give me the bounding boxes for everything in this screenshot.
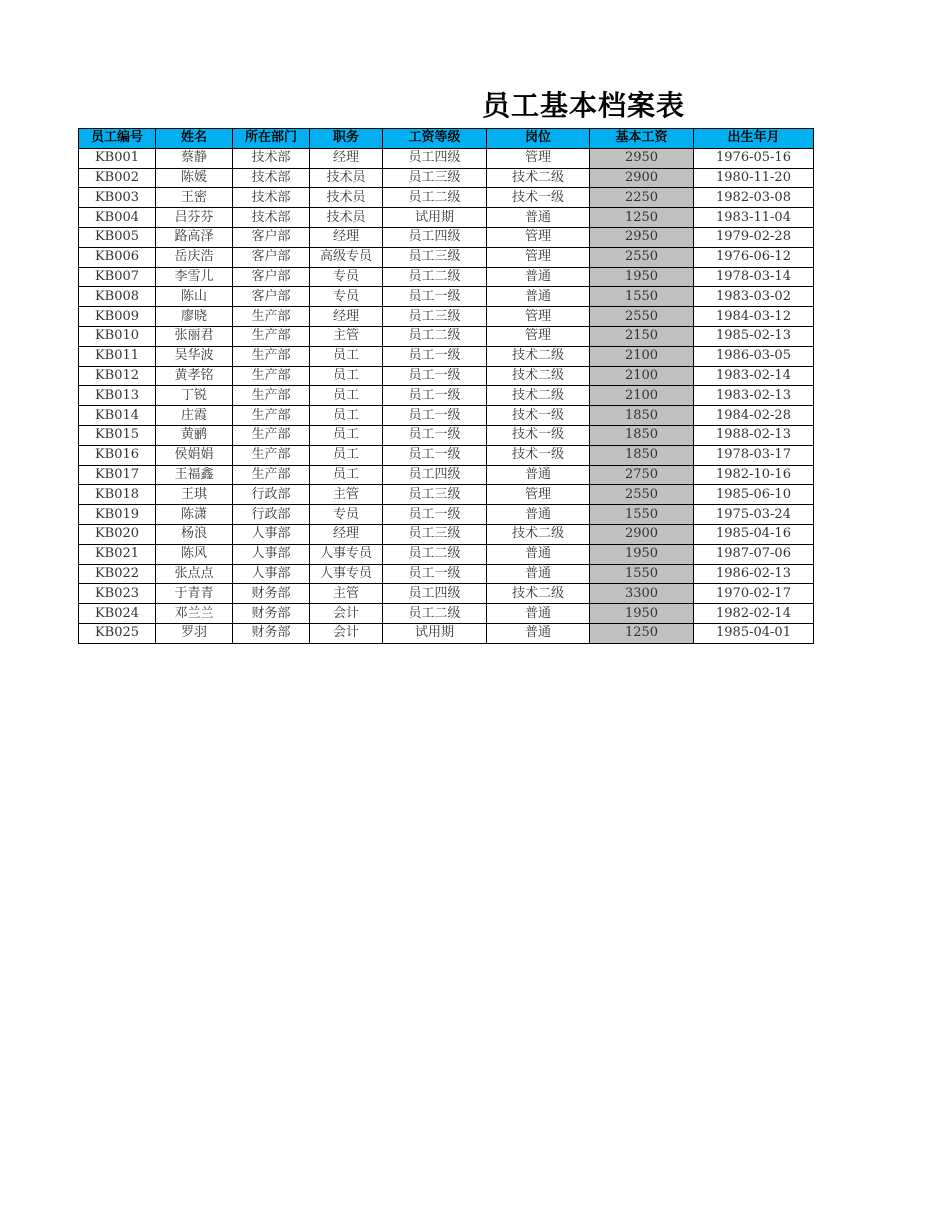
name-cell[interactable]: 侯娟娟 bbox=[156, 445, 233, 465]
base-salary-cell[interactable]: 1850 bbox=[590, 425, 694, 445]
employee-id-cell[interactable]: KB021 bbox=[79, 544, 156, 564]
position-cell[interactable]: 普通 bbox=[487, 465, 590, 485]
position-cell[interactable]: 普通 bbox=[487, 564, 590, 584]
birth-date-cell[interactable]: 1970-02-17 bbox=[694, 584, 814, 604]
position-cell[interactable]: 普通 bbox=[487, 604, 590, 624]
salary-grade-cell[interactable]: 试用期 bbox=[383, 208, 487, 228]
salary-grade-cell[interactable]: 员工四级 bbox=[383, 227, 487, 247]
base-salary-cell[interactable]: 2950 bbox=[590, 148, 694, 168]
name-cell[interactable]: 张点点 bbox=[156, 564, 233, 584]
employee-id-cell[interactable]: KB006 bbox=[79, 247, 156, 267]
base-salary-cell[interactable]: 1850 bbox=[590, 445, 694, 465]
title-cell[interactable]: 员工 bbox=[310, 386, 383, 406]
salary-grade-cell[interactable]: 员工一级 bbox=[383, 346, 487, 366]
table-row bbox=[79, 168, 814, 188]
name-cell[interactable]: 蔡静 bbox=[156, 148, 233, 168]
position-cell[interactable]: 普通 bbox=[487, 287, 590, 307]
salary-grade-cell[interactable]: 员工三级 bbox=[383, 168, 487, 188]
employee-id-cell[interactable]: KB024 bbox=[79, 604, 156, 624]
birth-date-cell[interactable]: 1982-03-08 bbox=[694, 188, 814, 208]
employee-roster-table bbox=[78, 128, 814, 644]
salary-grade-cell[interactable]: 员工一级 bbox=[383, 366, 487, 386]
salary-grade-cell[interactable]: 员工一级 bbox=[383, 287, 487, 307]
base-salary-cell[interactable]: 2150 bbox=[590, 326, 694, 346]
department-cell[interactable]: 人事部 bbox=[233, 524, 310, 544]
employee-id-cell[interactable]: KB011 bbox=[79, 346, 156, 366]
department-cell[interactable]: 技术部 bbox=[233, 148, 310, 168]
birth-date-cell[interactable]: 1976-06-12 bbox=[694, 247, 814, 267]
base-salary-cell[interactable]: 2550 bbox=[590, 485, 694, 505]
employee-id-cell[interactable]: KB025 bbox=[79, 623, 156, 643]
department-cell[interactable]: 人事部 bbox=[233, 564, 310, 584]
table-row bbox=[79, 604, 814, 624]
employee-id-cell[interactable]: KB005 bbox=[79, 227, 156, 247]
title-cell[interactable]: 经理 bbox=[310, 227, 383, 247]
title-cell[interactable]: 人事专员 bbox=[310, 564, 383, 584]
department-cell[interactable]: 财务部 bbox=[233, 623, 310, 643]
table-row bbox=[79, 366, 814, 386]
title-cell[interactable]: 经理 bbox=[310, 524, 383, 544]
name-cell[interactable]: 黄鹂 bbox=[156, 425, 233, 445]
employee-id-cell[interactable]: KB009 bbox=[79, 307, 156, 327]
employee-id-cell[interactable]: KB020 bbox=[79, 524, 156, 544]
salary-grade-cell[interactable]: 员工一级 bbox=[383, 505, 487, 525]
position-cell[interactable]: 普通 bbox=[487, 208, 590, 228]
salary-grade-cell[interactable]: 员工三级 bbox=[383, 485, 487, 505]
position-cell[interactable]: 技术二级 bbox=[487, 168, 590, 188]
table-row bbox=[79, 524, 814, 544]
salary-grade-cell[interactable]: 员工二级 bbox=[383, 188, 487, 208]
table-row bbox=[79, 386, 814, 406]
position-cell[interactable]: 管理 bbox=[487, 485, 590, 505]
table-row bbox=[79, 307, 814, 327]
employee-id-cell[interactable]: KB019 bbox=[79, 505, 156, 525]
salary-grade-cell[interactable]: 员工二级 bbox=[383, 267, 487, 287]
employee-id-cell[interactable]: KB013 bbox=[79, 386, 156, 406]
employee-id-cell[interactable]: KB022 bbox=[79, 564, 156, 584]
birth-date-cell[interactable]: 1986-03-05 bbox=[694, 346, 814, 366]
position-cell[interactable]: 技术一级 bbox=[487, 445, 590, 465]
table-row bbox=[79, 505, 814, 525]
title-cell[interactable]: 主管 bbox=[310, 326, 383, 346]
base-salary-cell[interactable]: 2550 bbox=[590, 247, 694, 267]
base-salary-cell[interactable]: 3300 bbox=[590, 584, 694, 604]
employee-id-cell[interactable]: KB010 bbox=[79, 326, 156, 346]
position-cell[interactable]: 技术二级 bbox=[487, 386, 590, 406]
department-cell[interactable]: 生产部 bbox=[233, 366, 310, 386]
department-cell[interactable]: 人事部 bbox=[233, 544, 310, 564]
position-cell[interactable]: 管理 bbox=[487, 326, 590, 346]
salary-grade-cell[interactable]: 员工三级 bbox=[383, 247, 487, 267]
salary-grade-cell[interactable]: 员工二级 bbox=[383, 604, 487, 624]
position-cell[interactable]: 管理 bbox=[487, 227, 590, 247]
department-cell[interactable]: 技术部 bbox=[233, 168, 310, 188]
column-header-employee-id[interactable]: 员工编号 bbox=[79, 129, 156, 149]
name-cell[interactable]: 邓兰兰 bbox=[156, 604, 233, 624]
salary-grade-cell[interactable]: 员工四级 bbox=[383, 148, 487, 168]
name-cell[interactable]: 陈山 bbox=[156, 287, 233, 307]
table-row bbox=[79, 445, 814, 465]
title-cell[interactable]: 技术员 bbox=[310, 208, 383, 228]
column-header-title[interactable]: 职务 bbox=[310, 129, 383, 149]
birth-date-cell[interactable]: 1988-02-13 bbox=[694, 425, 814, 445]
title-cell[interactable]: 主管 bbox=[310, 485, 383, 505]
position-cell[interactable]: 技术二级 bbox=[487, 366, 590, 386]
name-cell[interactable]: 王福鑫 bbox=[156, 465, 233, 485]
employee-id-cell[interactable]: KB012 bbox=[79, 366, 156, 386]
position-cell[interactable]: 普通 bbox=[487, 267, 590, 287]
employee-id-cell[interactable]: KB001 bbox=[79, 148, 156, 168]
department-cell[interactable]: 生产部 bbox=[233, 386, 310, 406]
table-row bbox=[79, 465, 814, 485]
birth-date-cell[interactable]: 1983-02-13 bbox=[694, 386, 814, 406]
salary-grade-cell[interactable]: 员工二级 bbox=[383, 326, 487, 346]
name-cell[interactable]: 吴华波 bbox=[156, 346, 233, 366]
birth-date-cell[interactable]: 1984-03-12 bbox=[694, 307, 814, 327]
table-body bbox=[79, 148, 814, 643]
table-row bbox=[79, 287, 814, 307]
department-cell[interactable]: 生产部 bbox=[233, 406, 310, 426]
table-row bbox=[79, 247, 814, 267]
title-cell[interactable]: 技术员 bbox=[310, 188, 383, 208]
base-salary-cell[interactable]: 1850 bbox=[590, 406, 694, 426]
birth-date-cell[interactable]: 1978-03-17 bbox=[694, 445, 814, 465]
department-cell[interactable]: 生产部 bbox=[233, 465, 310, 485]
salary-grade-cell[interactable]: 员工三级 bbox=[383, 524, 487, 544]
title-cell[interactable]: 员工 bbox=[310, 406, 383, 426]
name-cell[interactable]: 丁锐 bbox=[156, 386, 233, 406]
column-header-base-salary[interactable]: 基本工资 bbox=[590, 129, 694, 149]
position-cell[interactable]: 技术一级 bbox=[487, 406, 590, 426]
salary-grade-cell[interactable]: 员工三级 bbox=[383, 307, 487, 327]
department-cell[interactable]: 客户部 bbox=[233, 247, 310, 267]
birth-date-cell[interactable]: 1983-11-04 bbox=[694, 208, 814, 228]
birth-date-cell[interactable]: 1978-03-14 bbox=[694, 267, 814, 287]
department-cell[interactable]: 生产部 bbox=[233, 307, 310, 327]
birth-date-cell[interactable]: 1986-02-13 bbox=[694, 564, 814, 584]
salary-grade-cell[interactable]: 员工四级 bbox=[383, 465, 487, 485]
table-header-row bbox=[79, 129, 814, 149]
table-row bbox=[79, 346, 814, 366]
title-cell[interactable]: 高级专员 bbox=[310, 247, 383, 267]
table-row bbox=[79, 326, 814, 346]
employee-id-cell[interactable]: KB015 bbox=[79, 425, 156, 445]
birth-date-cell[interactable]: 1983-03-02 bbox=[694, 287, 814, 307]
department-cell[interactable]: 生产部 bbox=[233, 445, 310, 465]
title-cell[interactable]: 经理 bbox=[310, 307, 383, 327]
table-row bbox=[79, 623, 814, 643]
title-cell[interactable]: 专员 bbox=[310, 287, 383, 307]
name-cell[interactable]: 陈潇 bbox=[156, 505, 233, 525]
employee-id-cell[interactable]: KB004 bbox=[79, 208, 156, 228]
name-cell[interactable]: 王密 bbox=[156, 188, 233, 208]
position-cell[interactable]: 技术二级 bbox=[487, 524, 590, 544]
base-salary-cell[interactable]: 2900 bbox=[590, 168, 694, 188]
table-row bbox=[79, 148, 814, 168]
salary-grade-cell[interactable]: 试用期 bbox=[383, 623, 487, 643]
name-cell[interactable]: 王琪 bbox=[156, 485, 233, 505]
name-cell[interactable]: 罗羽 bbox=[156, 623, 233, 643]
birth-date-cell[interactable]: 1985-04-16 bbox=[694, 524, 814, 544]
birth-date-cell[interactable]: 1983-02-14 bbox=[694, 366, 814, 386]
birth-date-cell[interactable]: 1982-02-14 bbox=[694, 604, 814, 624]
position-cell[interactable]: 技术一级 bbox=[487, 188, 590, 208]
base-salary-cell[interactable]: 2900 bbox=[590, 524, 694, 544]
position-cell[interactable]: 技术二级 bbox=[487, 346, 590, 366]
birth-date-cell[interactable]: 1976-05-16 bbox=[694, 148, 814, 168]
base-salary-cell[interactable]: 2100 bbox=[590, 366, 694, 386]
salary-grade-cell[interactable]: 员工一级 bbox=[383, 406, 487, 426]
salary-grade-cell[interactable]: 员工二级 bbox=[383, 544, 487, 564]
base-salary-cell[interactable]: 2100 bbox=[590, 386, 694, 406]
base-salary-cell[interactable]: 1250 bbox=[590, 623, 694, 643]
position-cell[interactable]: 管理 bbox=[487, 148, 590, 168]
department-cell[interactable]: 技术部 bbox=[233, 208, 310, 228]
department-cell[interactable]: 生产部 bbox=[233, 346, 310, 366]
birth-date-cell[interactable]: 1979-02-28 bbox=[694, 227, 814, 247]
table-row bbox=[79, 564, 814, 584]
title-cell[interactable]: 主管 bbox=[310, 584, 383, 604]
column-header-salary-grade[interactable]: 工资等级 bbox=[383, 129, 487, 149]
name-cell[interactable]: 张丽君 bbox=[156, 326, 233, 346]
title-cell[interactable]: 技术员 bbox=[310, 168, 383, 188]
birth-date-cell[interactable]: 1987-07-06 bbox=[694, 544, 814, 564]
base-salary-cell[interactable]: 2550 bbox=[590, 307, 694, 327]
position-cell[interactable]: 普通 bbox=[487, 505, 590, 525]
name-cell[interactable]: 陈风 bbox=[156, 544, 233, 564]
base-salary-cell[interactable]: 2750 bbox=[590, 465, 694, 485]
employee-id-cell[interactable]: KB018 bbox=[79, 485, 156, 505]
position-cell[interactable]: 技术二级 bbox=[487, 584, 590, 604]
position-cell[interactable]: 管理 bbox=[487, 307, 590, 327]
table-row bbox=[79, 425, 814, 445]
name-cell[interactable]: 庄霞 bbox=[156, 406, 233, 426]
title-cell[interactable]: 员工 bbox=[310, 346, 383, 366]
employee-id-cell[interactable]: KB008 bbox=[79, 287, 156, 307]
title-cell[interactable]: 经理 bbox=[310, 148, 383, 168]
department-cell[interactable]: 生产部 bbox=[233, 425, 310, 445]
table-row bbox=[79, 227, 814, 247]
title-cell[interactable]: 员工 bbox=[310, 366, 383, 386]
base-salary-cell[interactable]: 1550 bbox=[590, 505, 694, 525]
department-cell[interactable]: 生产部 bbox=[233, 326, 310, 346]
title-cell[interactable]: 专员 bbox=[310, 267, 383, 287]
table-row bbox=[79, 188, 814, 208]
department-cell[interactable]: 财务部 bbox=[233, 604, 310, 624]
position-cell[interactable]: 普通 bbox=[487, 544, 590, 564]
department-cell[interactable]: 行政部 bbox=[233, 505, 310, 525]
position-cell[interactable]: 管理 bbox=[487, 247, 590, 267]
birth-date-cell[interactable]: 1982-10-16 bbox=[694, 465, 814, 485]
name-cell[interactable]: 于青青 bbox=[156, 584, 233, 604]
title-cell[interactable]: 员工 bbox=[310, 445, 383, 465]
salary-grade-cell[interactable]: 员工一级 bbox=[383, 445, 487, 465]
position-cell[interactable]: 技术一级 bbox=[487, 425, 590, 445]
birth-date-cell[interactable]: 1985-02-13 bbox=[694, 326, 814, 346]
table-row bbox=[79, 406, 814, 426]
department-cell[interactable]: 客户部 bbox=[233, 227, 310, 247]
name-cell[interactable]: 路高泽 bbox=[156, 227, 233, 247]
name-cell[interactable]: 吕芬芬 bbox=[156, 208, 233, 228]
position-cell[interactable]: 普通 bbox=[487, 623, 590, 643]
salary-grade-cell[interactable]: 员工一级 bbox=[383, 564, 487, 584]
base-salary-cell[interactable]: 1950 bbox=[590, 544, 694, 564]
base-salary-cell[interactable]: 2950 bbox=[590, 227, 694, 247]
title-cell[interactable]: 专员 bbox=[310, 505, 383, 525]
name-cell[interactable]: 杨浪 bbox=[156, 524, 233, 544]
column-header-birth-date[interactable]: 出生年月 bbox=[694, 129, 814, 149]
base-salary-cell[interactable]: 1950 bbox=[590, 267, 694, 287]
title-cell[interactable]: 人事专员 bbox=[310, 544, 383, 564]
employee-id-cell[interactable]: KB016 bbox=[79, 445, 156, 465]
name-cell[interactable]: 廖晓 bbox=[156, 307, 233, 327]
title-cell[interactable]: 员工 bbox=[310, 425, 383, 445]
employee-id-cell[interactable]: KB007 bbox=[79, 267, 156, 287]
department-cell[interactable]: 客户部 bbox=[233, 267, 310, 287]
sheet-title: 员工基本档案表 bbox=[482, 89, 686, 122]
department-cell[interactable]: 行政部 bbox=[233, 485, 310, 505]
department-cell[interactable]: 财务部 bbox=[233, 584, 310, 604]
name-cell[interactable]: 李雪儿 bbox=[156, 267, 233, 287]
birth-date-cell[interactable]: 1985-04-01 bbox=[694, 623, 814, 643]
name-cell[interactable]: 陈媛 bbox=[156, 168, 233, 188]
employee-id-cell[interactable]: KB003 bbox=[79, 188, 156, 208]
department-cell[interactable]: 客户部 bbox=[233, 287, 310, 307]
name-cell[interactable]: 岳庆浩 bbox=[156, 247, 233, 267]
employee-id-cell[interactable]: KB017 bbox=[79, 465, 156, 485]
salary-grade-cell[interactable]: 员工一级 bbox=[383, 425, 487, 445]
employee-id-cell[interactable]: KB014 bbox=[79, 406, 156, 426]
column-header-position[interactable]: 岗位 bbox=[487, 129, 590, 149]
salary-grade-cell[interactable]: 员工四级 bbox=[383, 584, 487, 604]
birth-date-cell[interactable]: 1985-06-10 bbox=[694, 485, 814, 505]
title-cell[interactable]: 员工 bbox=[310, 465, 383, 485]
employee-id-cell[interactable]: KB002 bbox=[79, 168, 156, 188]
column-header-name[interactable]: 姓名 bbox=[156, 129, 233, 149]
table-row bbox=[79, 208, 814, 228]
table-row bbox=[79, 544, 814, 564]
base-salary-cell[interactable]: 1250 bbox=[590, 208, 694, 228]
birth-date-cell[interactable]: 1984-02-28 bbox=[694, 406, 814, 426]
name-cell[interactable]: 黄孝铭 bbox=[156, 366, 233, 386]
salary-grade-cell[interactable]: 员工一级 bbox=[383, 386, 487, 406]
base-salary-cell[interactable]: 2100 bbox=[590, 346, 694, 366]
column-header-department[interactable]: 所在部门 bbox=[233, 129, 310, 149]
table-row bbox=[79, 584, 814, 604]
table-row bbox=[79, 267, 814, 287]
department-cell[interactable]: 技术部 bbox=[233, 188, 310, 208]
title-cell[interactable]: 会计 bbox=[310, 623, 383, 643]
base-salary-cell[interactable]: 1950 bbox=[590, 604, 694, 624]
base-salary-cell[interactable]: 1550 bbox=[590, 287, 694, 307]
base-salary-cell[interactable]: 2250 bbox=[590, 188, 694, 208]
birth-date-cell[interactable]: 1980-11-20 bbox=[694, 168, 814, 188]
table-row bbox=[79, 485, 814, 505]
employee-id-cell[interactable]: KB023 bbox=[79, 584, 156, 604]
birth-date-cell[interactable]: 1975-03-24 bbox=[694, 505, 814, 525]
base-salary-cell[interactable]: 1550 bbox=[590, 564, 694, 584]
title-cell[interactable]: 会计 bbox=[310, 604, 383, 624]
